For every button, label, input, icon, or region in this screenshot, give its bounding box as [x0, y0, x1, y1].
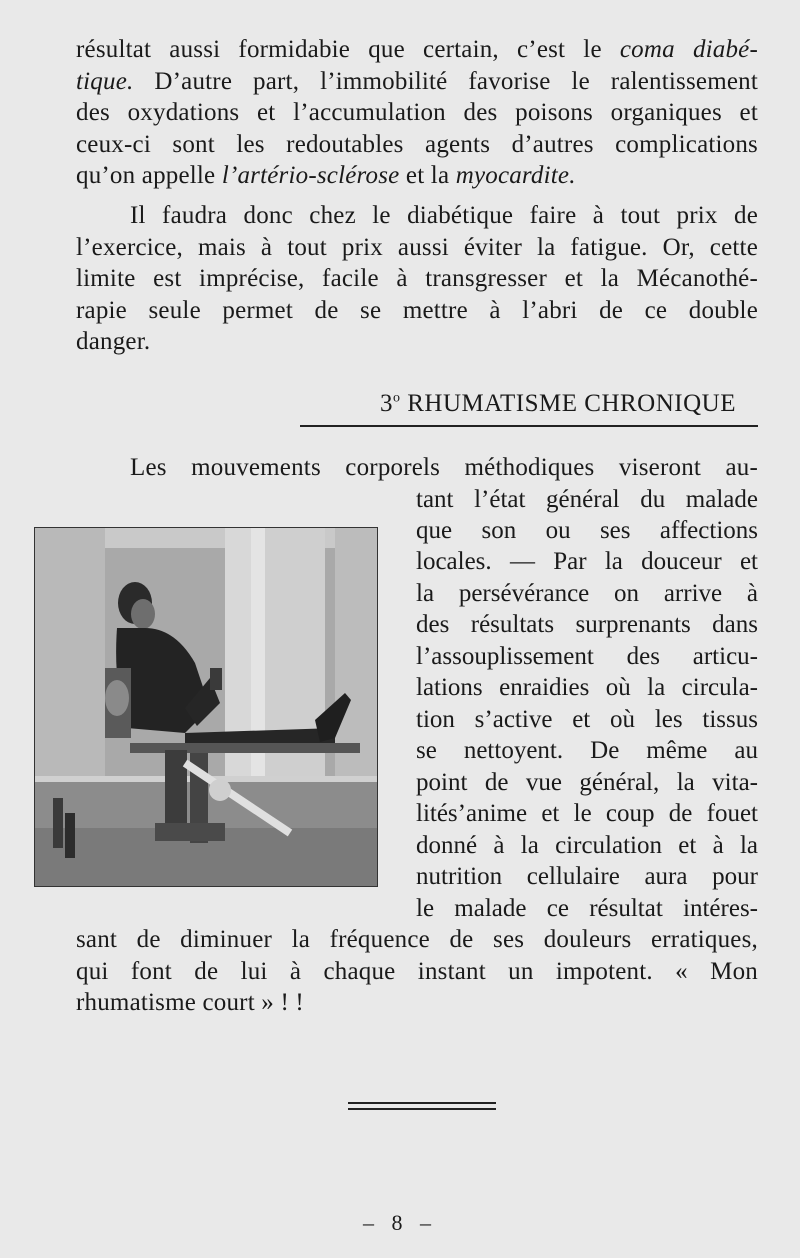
- page-number: – 8 –: [363, 1210, 437, 1235]
- text-line: la persévérance on arrive à: [416, 580, 758, 607]
- text-line: qui font de lui à chaque instant un impotent. « Mon: [76, 957, 758, 985]
- text-line: Il faudra donc chez le diabétique faire à tout prix de: [130, 202, 758, 229]
- text-line: l’assouplissement des articu-: [416, 643, 758, 670]
- text-line: que son ou ses affections: [416, 517, 758, 544]
- text-line: tique. D’autre part, l’immobilité favorise le ralentissement: [76, 67, 758, 95]
- text-line: tant l’état général du malade: [416, 486, 758, 513]
- text-line: Les mouvements corporels méthodiques viseront au-: [130, 454, 758, 481]
- paragraph-rheumatism-end: [76, 924, 758, 1019]
- photograph-man-exercise-machine-icon: [35, 528, 377, 886]
- text-line: nutrition cellulaire aura pour: [416, 863, 758, 890]
- text-line: résultat aussi formidabie que certain, c’est le coma diabé-: [76, 36, 759, 63]
- ornamental-rule-top: [348, 1102, 496, 1104]
- ornamental-rule-bottom: [348, 1108, 496, 1110]
- paragraph-diabetes-complications: [76, 34, 758, 192]
- paragraph-exercise-fatigue: [76, 200, 758, 358]
- text-line: l’exercice, mais à tout prix aussi éviter la fatigue. Or, cette: [76, 233, 758, 261]
- text-line: le malade ce résultat intéres-: [416, 895, 758, 922]
- text-line: sant de diminuer la fréquence de ses douleurs erratiques,: [76, 926, 758, 953]
- text-line: point de vue général, la vita-: [416, 769, 758, 796]
- heading-underline: [300, 425, 758, 427]
- text-line: tion s’active et où les tissus: [416, 706, 758, 733]
- section-heading: 3$^o$ RHUMATISME CHRONIQUE: [379, 390, 736, 417]
- paragraph-first-line: [76, 452, 758, 484]
- text-line: lations enraidies où la circula-: [416, 674, 758, 701]
- text-line: locales. — Par la douceur et: [416, 548, 758, 575]
- text-line: se nettoyent. De même au: [416, 737, 758, 764]
- text-line: qu’on appelle l’artério-sclérose et la myocardite.: [76, 162, 576, 189]
- text-line: des résultats surprenants dans: [416, 611, 758, 638]
- text-line: rhumatisme court » ! !: [76, 989, 304, 1016]
- text-line: lités’anime et le coup de fouet: [416, 800, 758, 827]
- text-line: ceux-ci sont les redoutables agents d’autres complications: [76, 130, 758, 158]
- text-line: danger.: [76, 328, 151, 355]
- text-line: donné à la circulation et à la: [416, 832, 758, 859]
- text-line: rapie seule permet de se mettre à l’abri de ce double: [76, 296, 758, 324]
- exercise-machine-photo: [34, 527, 378, 887]
- text-line: limite est imprécise, facile à transgresser et la Mécanothé-: [76, 265, 758, 292]
- text-line: des oxydations et l’accumulation des poisons organiques et: [76, 99, 758, 126]
